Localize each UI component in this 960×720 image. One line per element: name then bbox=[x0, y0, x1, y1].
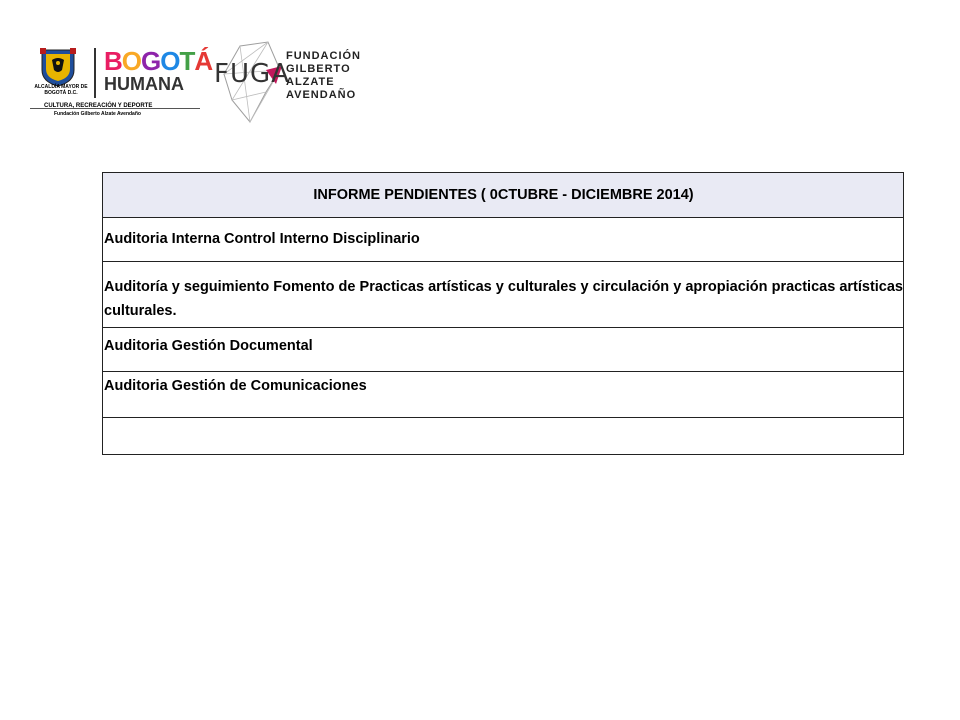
fuga-name-line-4: AVENDAÑO bbox=[286, 89, 357, 101]
humana-wordmark: HUMANA bbox=[104, 74, 184, 94]
fuga-logo-text: FUGA bbox=[214, 59, 290, 89]
cultura-text: CULTURA, RECREACIÓN Y DEPORTE bbox=[44, 103, 153, 109]
logo-divider bbox=[94, 48, 96, 98]
table-cell: Auditoria Gestión de Comunicaciones bbox=[103, 372, 904, 418]
fundacion-name bbox=[286, 50, 361, 102]
fundacion-subtext: Fundación Gilberto Alzate Avendaño bbox=[54, 111, 141, 117]
table-row-empty bbox=[103, 418, 904, 455]
alcaldia-text: ALCALDÍA MAYOR DE BOGOTÁ D.C. bbox=[34, 84, 88, 96]
fuga-name-line-3: ALZATE bbox=[286, 76, 335, 88]
table-cell: Auditoria Interna Control Interno Disciplinario bbox=[103, 218, 904, 262]
table-title: INFORME PENDIENTES ( 0CTUBRE - DICIEMBRE 2014) bbox=[103, 173, 904, 218]
table-cell bbox=[103, 418, 904, 455]
table-row bbox=[103, 262, 904, 328]
alcaldia-logo bbox=[30, 40, 213, 122]
table-cell: Auditoría y seguimiento Fomento de Practicas artísticas y culturales y circulación y apropiación practicas artísticas culturales. bbox=[103, 262, 904, 328]
table-row bbox=[103, 218, 904, 262]
fuga-name-line-1: FUNDACIÓN bbox=[286, 50, 361, 62]
table-row bbox=[103, 372, 904, 418]
table-header-row bbox=[103, 173, 904, 218]
table-row bbox=[103, 328, 904, 372]
table-cell: Auditoria Gestión Documental bbox=[103, 328, 904, 372]
coat-of-arms-icon bbox=[38, 46, 78, 88]
report-table bbox=[102, 172, 904, 455]
fuga-name-line-2: GILBERTO bbox=[286, 63, 351, 75]
header-logos bbox=[30, 40, 390, 130]
bogota-wordmark: BOGOTÁ bbox=[104, 46, 213, 76]
